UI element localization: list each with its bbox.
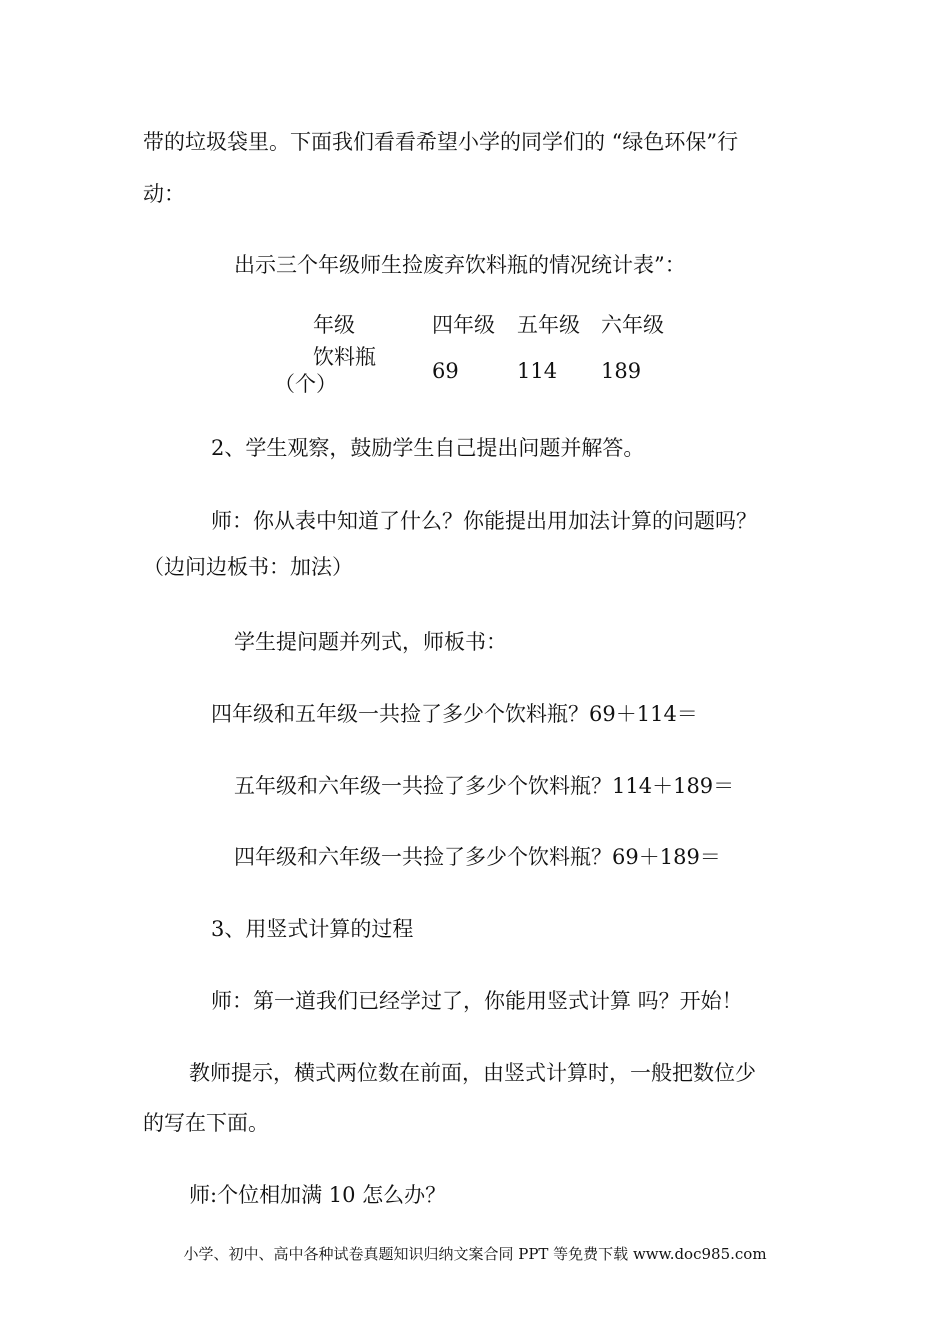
paragraph-line: 2、学生观察，鼓励学生自己提出问题并解答。 <box>211 436 645 460</box>
table-header-grade-6: 六年级 <box>601 313 664 337</box>
table-cell-value-grade-5: 114 <box>517 359 558 383</box>
paragraph-line: 五年级和六年级一共捡了多少个饮料瓶？114＋189＝ <box>234 774 735 798</box>
paragraph-line: 师:个位相加满 10 怎么办？ <box>189 1183 447 1207</box>
table-header-grade-4: 四年级 <box>432 313 495 337</box>
paragraph-line: 出示三个年级师生捡废弃饮料瓶的情况统计表”： <box>234 253 686 277</box>
paragraph-line: 的写在下面。 <box>143 1111 269 1135</box>
table-header-label: 年级 <box>313 313 355 337</box>
paragraph-line: 学生提问题并列式，师板书： <box>234 630 507 654</box>
page-footer: 小学、初中、高中各种试卷真题知识归纳文案合同 PPT 等免费下载 www.doc985.com <box>183 1245 767 1263</box>
table-row-unit: （个） <box>274 372 337 396</box>
paragraph-line: 四年级和五年级一共捡了多少个饮料瓶？69＋114＝ <box>211 702 698 726</box>
paragraph-line: 教师提示，横式两位数在前面，由竖式计算时，一般把数位少 <box>189 1061 756 1085</box>
paragraph-line: 师：你从表中知道了什么？你能提出用加法计算的问题吗？ <box>211 509 757 533</box>
table-row-label: 饮料瓶 <box>313 345 376 369</box>
table-cell-value-grade-4: 69 <box>432 359 459 383</box>
paragraph-line: （边问边板书：加法） <box>143 555 353 579</box>
paragraph-line: 四年级和六年级一共捡了多少个饮料瓶？69＋189＝ <box>234 845 721 869</box>
paragraph-line: 动： <box>143 182 185 206</box>
table-header-grade-5: 五年级 <box>517 313 580 337</box>
paragraph-line: 师：第一道我们已经学过了，你能用竖式计算 吗？开始！ <box>211 989 743 1013</box>
table-cell-value-grade-6: 189 <box>601 359 642 383</box>
paragraph-line: 带的垃圾袋里。下面我们看看希望小学的同学们的 “绿色环保”行 <box>143 130 739 154</box>
paragraph-line: 3、用竖式计算的过程 <box>211 917 414 941</box>
